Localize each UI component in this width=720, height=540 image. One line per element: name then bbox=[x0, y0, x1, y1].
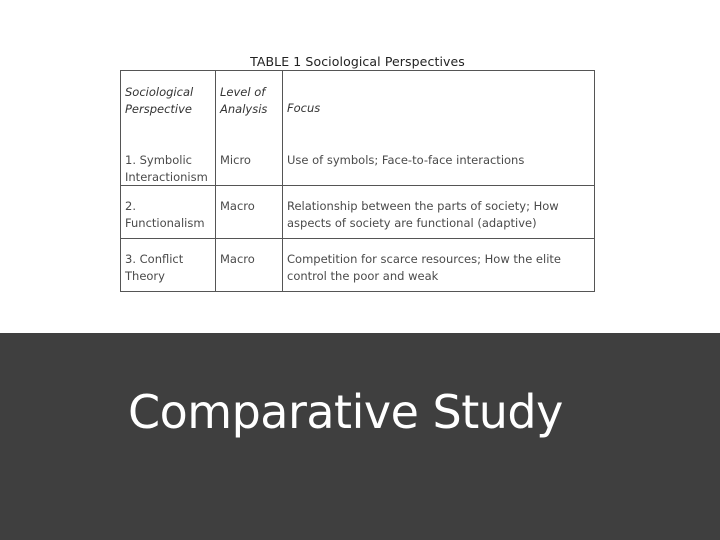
table-header-row bbox=[121, 71, 595, 141]
cell-level: Macro bbox=[216, 239, 283, 292]
table-row bbox=[121, 186, 595, 239]
cell-focus: Use of symbols; Face-to-face interactions bbox=[283, 140, 595, 186]
table-row bbox=[121, 140, 595, 186]
cell-perspective: 1. Symbolic Interactionism bbox=[121, 140, 216, 186]
cell-focus: Competition for scarce resources; How the elite control the poor and weak bbox=[283, 239, 595, 292]
cell-level: Macro bbox=[216, 186, 283, 239]
table-row bbox=[121, 239, 595, 292]
header-perspective: Sociological Perspective bbox=[121, 71, 216, 141]
cell-focus: Relationship between the parts of society; How aspects of society are functional (adaptive) bbox=[283, 186, 595, 239]
cell-perspective: 2. Functionalism bbox=[121, 186, 216, 239]
header-focus: Focus bbox=[283, 71, 595, 141]
header-level: Level of Analysis bbox=[216, 71, 283, 141]
perspectives-table bbox=[120, 70, 595, 292]
cell-level: Micro bbox=[216, 140, 283, 186]
slide-title: Comparative Study bbox=[128, 385, 563, 439]
cell-perspective: 3. Conflict Theory bbox=[121, 239, 216, 292]
table-caption: TABLE 1 Sociological Perspectives bbox=[250, 54, 465, 69]
